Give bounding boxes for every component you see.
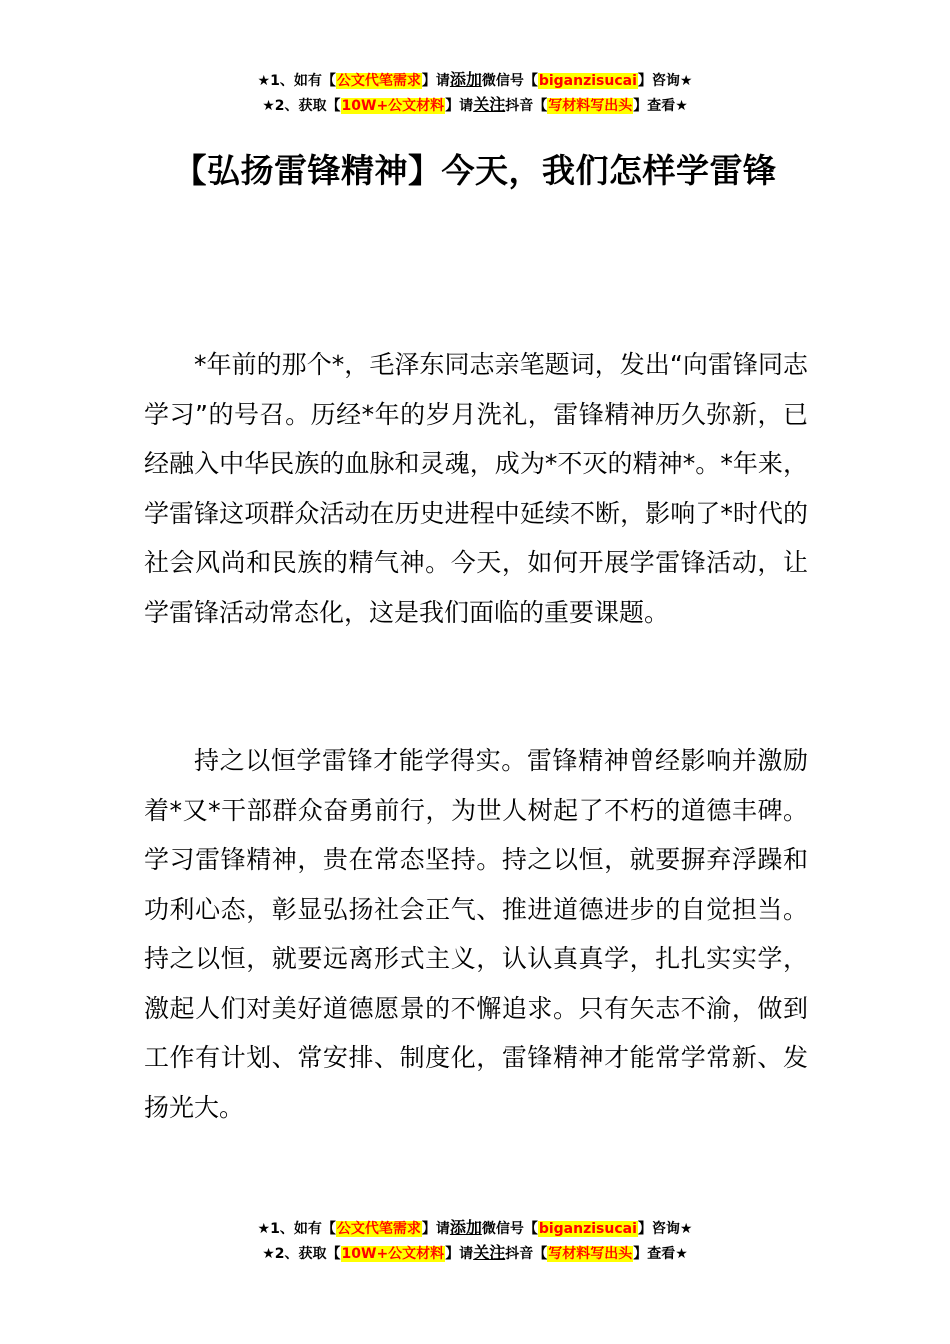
- footer-line-1-prefix: ★1、如有【: [257, 1221, 336, 1237]
- footer-banner-line-1: [0, 1216, 950, 1241]
- banner-line-2-prefix: ★2、获取【: [262, 98, 341, 114]
- banner-line-2-please: 】请: [445, 98, 474, 114]
- banner-line-2-follow: 关注: [473, 95, 506, 114]
- banner-line-2: [0, 93, 950, 118]
- body-paragraph-1: *年前的那个*，毛泽东同志亲笔题词，发出“向雷锋同志学习”的号召。历经*年的岁月洗礼，雷锋精神历久弥新，已经融入中华民族的血脉和灵魂，成为*不灭的精神*。*年来，学雷锋这项群众活动在历史进程中延续不断，影响了*时代的社会风尚和民族的精气神。今天，如何开展学雷锋活动，让学雷锋活动常态化，这是我们面临的重要课题。: [144, 350, 808, 627]
- footer-line-1-add: 添加: [449, 1218, 482, 1237]
- footer-line-2-suffix: 】查看★: [633, 1246, 688, 1262]
- materials-highlight: 10W+公文材料: [341, 98, 445, 114]
- wechat-id-highlight: biganzisucai: [538, 73, 637, 89]
- douyin-account-highlight: 写材料写出头: [548, 98, 633, 114]
- footer-douyin-account-highlight: 写材料写出头: [548, 1246, 633, 1262]
- document-title: 【弘扬雷锋精神】今天，我们怎样学雷锋: [173, 151, 777, 190]
- footer-line-2-follow: 关注: [473, 1243, 506, 1262]
- footer-line-2-prefix: ★2、获取【: [262, 1246, 341, 1262]
- banner-line-2-suffix: 】查看★: [633, 98, 688, 114]
- footer-materials-highlight: 10W+公文材料: [341, 1246, 445, 1262]
- footer-ghostwriting-service-highlight: 公文代笔需求: [336, 1221, 421, 1237]
- banner-line-1-add: 添加: [449, 70, 482, 89]
- footer-line-2-please: 】请: [445, 1246, 474, 1262]
- footer-line-1-suffix: 】咨询★: [637, 1221, 693, 1237]
- footer-line-1-please: 】请: [421, 1221, 450, 1237]
- banner-line-2-douyin-label: 抖音【: [505, 98, 548, 114]
- banner-line-1-suffix: 】咨询★: [637, 73, 693, 89]
- footer-banner-line-2: [0, 1241, 950, 1266]
- body-paragraph-2: 持之以恒学雷锋才能学得实。雷锋精神曾经影响并激励着*又*干部群众奋勇前行，为世人树起了不朽的道德丰碑。学习雷锋精神，贵在常态坚持。持之以恒，就要摒弃浮躁和功利心态，彰显弘扬社会正气、推进道德进步的自觉担当。持之以恒，就要远离形式主义，认认真真学，扎扎实实学，激起人们对美好道德愿景的不懈追求。只有矢志不渝，做到工作有计划、常安排、制度化，雷锋精神才能常学常新、发扬光大。: [144, 746, 808, 1122]
- footer-banner: [0, 1216, 950, 1266]
- header-banner: [0, 68, 950, 118]
- footer-wechat-id-highlight: biganzisucai: [538, 1221, 637, 1237]
- banner-line-1-prefix: ★1、如有【: [257, 73, 336, 89]
- banner-line-1-please: 】请: [421, 73, 450, 89]
- banner-line-1: [0, 68, 950, 93]
- footer-line-1-wechat-label: 微信号【: [481, 1221, 538, 1237]
- ghostwriting-service-highlight: 公文代笔需求: [336, 73, 421, 89]
- banner-line-1-wechat-label: 微信号【: [481, 73, 538, 89]
- footer-line-2-douyin-label: 抖音【: [505, 1246, 548, 1262]
